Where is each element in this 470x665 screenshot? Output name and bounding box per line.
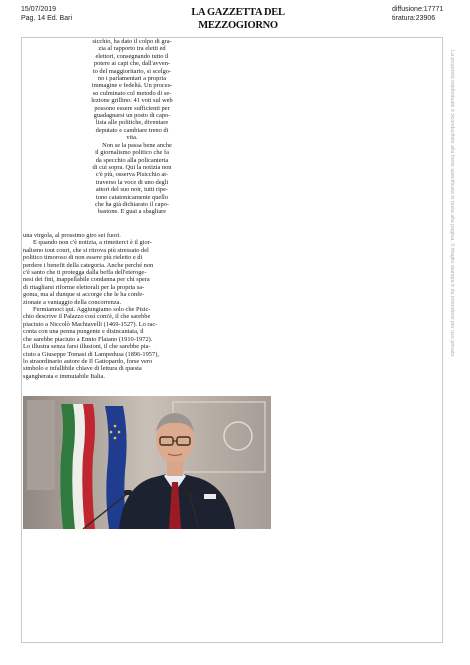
masthead: LA GAZZETTA DEL MEZZOGIORNO <box>191 7 285 31</box>
article-line: to del maggioritario, si scelgo- <box>92 67 172 75</box>
issue-date: 15/07/2019 <box>21 6 57 13</box>
article-line: c'è santo che ti protegga dalla beffa dell'eteroge- <box>23 269 147 277</box>
italian-flag <box>60 404 95 529</box>
article-line: nalismo tout court, che si ritrova più stressato del <box>23 246 149 254</box>
page-number: Pag. 14 <box>21 14 46 22</box>
article-line: bastone. E guai a sbagliare <box>97 208 167 216</box>
article-line: lo straordinario autore de Il Gattopardo, forse vero <box>23 357 153 365</box>
article-line: tono catatonicamente quello <box>95 193 169 201</box>
header-left <box>21 6 72 23</box>
header-right <box>392 6 443 23</box>
article-line: no i parlamentari a propria <box>97 75 167 83</box>
article-line: di cui sopra. Qui la notizia non <box>92 163 172 171</box>
article-line: possono essere sufficienti per <box>94 104 170 112</box>
article-line: da specchio alla policanteria <box>95 156 169 164</box>
article-line: simbolo e infallibile chiave di lettura di questa <box>23 365 142 373</box>
article-line: c'è più, osserva Pisicchio at- <box>95 171 169 179</box>
diffusione-line: diffusione:17771 <box>392 6 444 13</box>
article-line: immagine e fedeltà. Un proces- <box>91 82 173 90</box>
article-line: elettori, consegnando tutto il <box>95 52 169 60</box>
article-line: Fermiamoci qui. Aggiungiamo solo che Pisic- <box>33 306 151 314</box>
article-line: ciuto a Giuseppe Tomasi di Lampedusa (1896-1957), <box>23 350 159 358</box>
article-column-1 <box>84 38 180 216</box>
article-line: Non se la passa bene anche <box>102 141 172 149</box>
copyright-side-note: La proprietà intellettuale è riconducibile alla fonte specificata in testa alla pagina. Il ritaglio stampa è da intendersi per uso privato <box>449 50 455 357</box>
tiratura-line: tiratura:23906 <box>392 14 436 22</box>
article-line: una virgola, al prossimo giro sei fuori. <box>23 232 121 239</box>
article-line: che ha già dichiarato il capo- <box>95 200 169 208</box>
article-line: lezione grillino: 41 voti sul web <box>91 97 173 105</box>
article-line: so culminato col metodo di se- <box>92 89 172 97</box>
page-edition <box>21 15 72 24</box>
article-line: conta con una penna pungente e disincantata, il <box>23 328 144 336</box>
article-line: Lo illustra senza farsi illusioni, il che sarebbe pia- <box>23 343 151 351</box>
article-line: zia al rapporto tra eletti ed <box>98 45 166 53</box>
article-line: guadagnarsi un posto di capo- <box>93 112 171 120</box>
article-line: attori del suo noir, tutti ripe- <box>95 186 169 194</box>
article-line: piaciuto a Niccolò Machiavelli (1469-1527). Lo rac- <box>23 320 158 328</box>
article-line: lista alle politiche, diventare <box>95 119 169 127</box>
article-line: deputato e cambiare treno di <box>95 126 169 134</box>
article-line: il giornalismo politico che fa <box>95 149 169 157</box>
article-line: che sarebbe piaciuto a Ennio Flaiano (1910-1972). <box>23 335 153 343</box>
article-line: traverso la voce di uno degli <box>95 178 169 186</box>
article-line: nesi dei fini, inappellabile condanna per chi spera <box>23 276 150 284</box>
article-column-2 <box>23 232 271 380</box>
article-photo <box>23 396 271 529</box>
article-line: E quando non c'è notizia, a rimetterci è il gior- <box>33 239 152 247</box>
article-line: perdere i benefit della categoria. Anche perché non <box>23 261 154 269</box>
article-line: sicchio, ha dato il colpo di gra- <box>92 38 172 45</box>
article-line: goma, ma al dunque si accorge che le ha confe- <box>23 291 145 299</box>
article-line: potere ai capi che, dall'avven- <box>93 60 171 68</box>
article-line: politico timoroso di non essere più rieletto e di <box>23 254 143 262</box>
edition: Ed. Bari <box>47 14 72 22</box>
article-line: vita. <box>126 134 138 142</box>
article-line: zionate a vantaggio della concorrenza. <box>23 298 122 306</box>
article-line: chio descrive il Palazzo così com'è, il che sarebbe <box>23 313 151 321</box>
article-line: sgangherata e immutabile Italia. <box>23 372 105 380</box>
article-line: di ritagliarsi riforme elettorali per la propria sa- <box>23 283 145 291</box>
